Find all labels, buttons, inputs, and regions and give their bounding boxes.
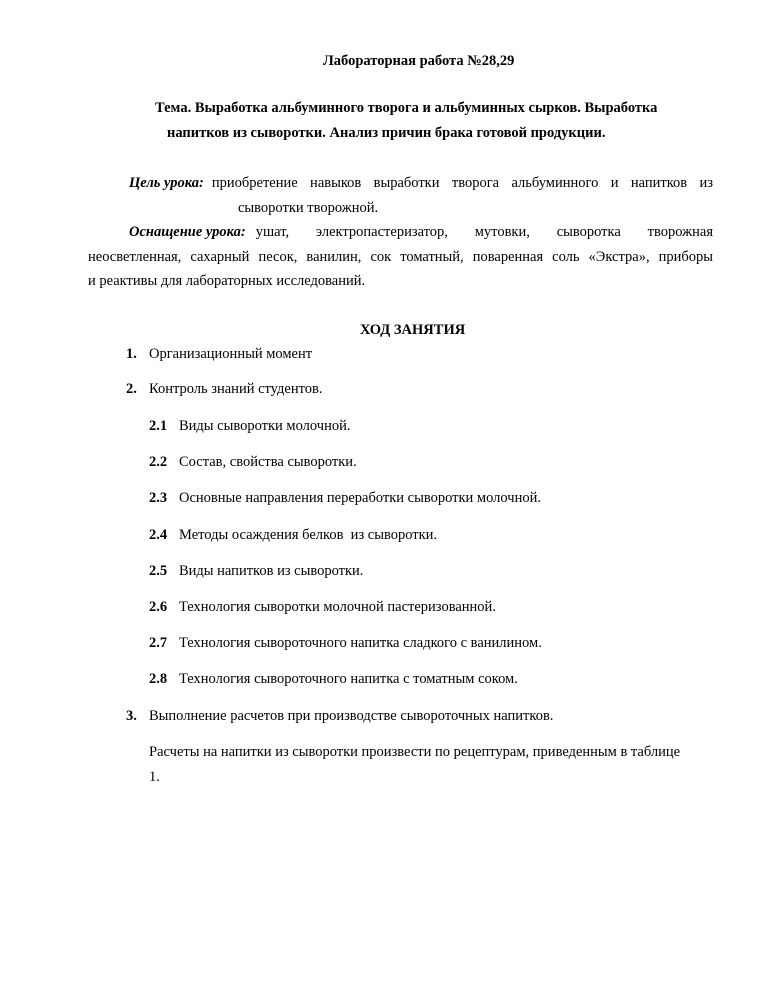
sub-item-number: 2.8 [149,671,168,687]
theme-line-2: напитков из сыворотки. Анализ причин брака готовой продукции. [167,125,606,141]
sub-item [149,489,541,507]
sub-item [149,670,518,688]
list-item-text: Контроль знаний студентов. [149,381,323,397]
sub-item [149,526,437,544]
list-item-number: 3. [126,708,137,724]
sub-item-text: Состав, свойства сыворотки. [179,454,357,470]
goal-line-1 [129,174,713,192]
sub-item [149,417,350,435]
sub-item [149,634,542,652]
sub-item-text: Технология сывороточного напитка с томатным соком. [179,671,518,687]
sub-item [149,598,496,616]
sub-item-text: Виды сыворотки молочной. [179,418,351,434]
page-title: Лабораторная работа №28,29 [323,53,515,69]
sub-item-number: 2.6 [149,599,168,615]
equipment-text-1: ушат, электропастеризатор, мутовки, сыворотка творожная [255,224,713,240]
sub-item-number: 2.7 [149,635,168,651]
sub-item-text: Виды напитков из сыворотки. [179,563,364,579]
list-item [126,707,553,725]
calc-note-line-2: 1. [149,769,160,785]
sub-item-number: 2.5 [149,563,168,579]
goal-text-1: приобретение навыков выработки творога альбуминного и напитков из [211,175,713,191]
sub-item-number: 2.2 [149,454,168,470]
sub-item [149,562,363,580]
sub-item-text: Технология сыворотки молочной пастеризованной. [179,599,496,615]
theme-line-1: Тема. Выработка альбуминного творога и альбуминных сырков. Выработка [155,100,658,116]
goal-text-2: сыворотки творожной. [238,200,379,216]
equipment-line-3: и реактивы для лабораторных исследований. [88,273,366,289]
sub-item-text: Технология сывороточного напитка сладкого с ванилином. [179,635,542,651]
calc-note-line-1: Расчеты на напитки из сыворотки произвести по рецептурам, приведенным в таблице [149,744,681,760]
list-item [126,380,322,398]
equipment-line-2: неосветленная, сахарный песок, ванилин, сок томатный, поваренная соль «Экстра», приборы [88,249,713,265]
list-item-text: Выполнение расчетов при производстве сывороточных напитков. [149,708,554,724]
equipment-label: Оснащение урока: [129,224,246,240]
sub-item-text: Методы осаждения белков из сыворотки. [179,527,438,543]
goal-label: Цель урока: [129,175,204,191]
list-item-number: 2. [126,381,137,397]
section-heading: ХОД ЗАНЯТИЯ [360,322,466,338]
sub-item-number: 2.1 [149,418,168,434]
sub-item-number: 2.3 [149,490,168,506]
list-item-text: Организационный момент [149,346,313,362]
sub-item [149,453,357,471]
sub-item-number: 2.4 [149,527,168,543]
sub-item-text: Основные направления переработки сыворотки молочной. [179,490,541,506]
equipment-line-1 [129,223,713,241]
list-item [126,345,312,363]
list-item-number: 1. [126,346,137,362]
